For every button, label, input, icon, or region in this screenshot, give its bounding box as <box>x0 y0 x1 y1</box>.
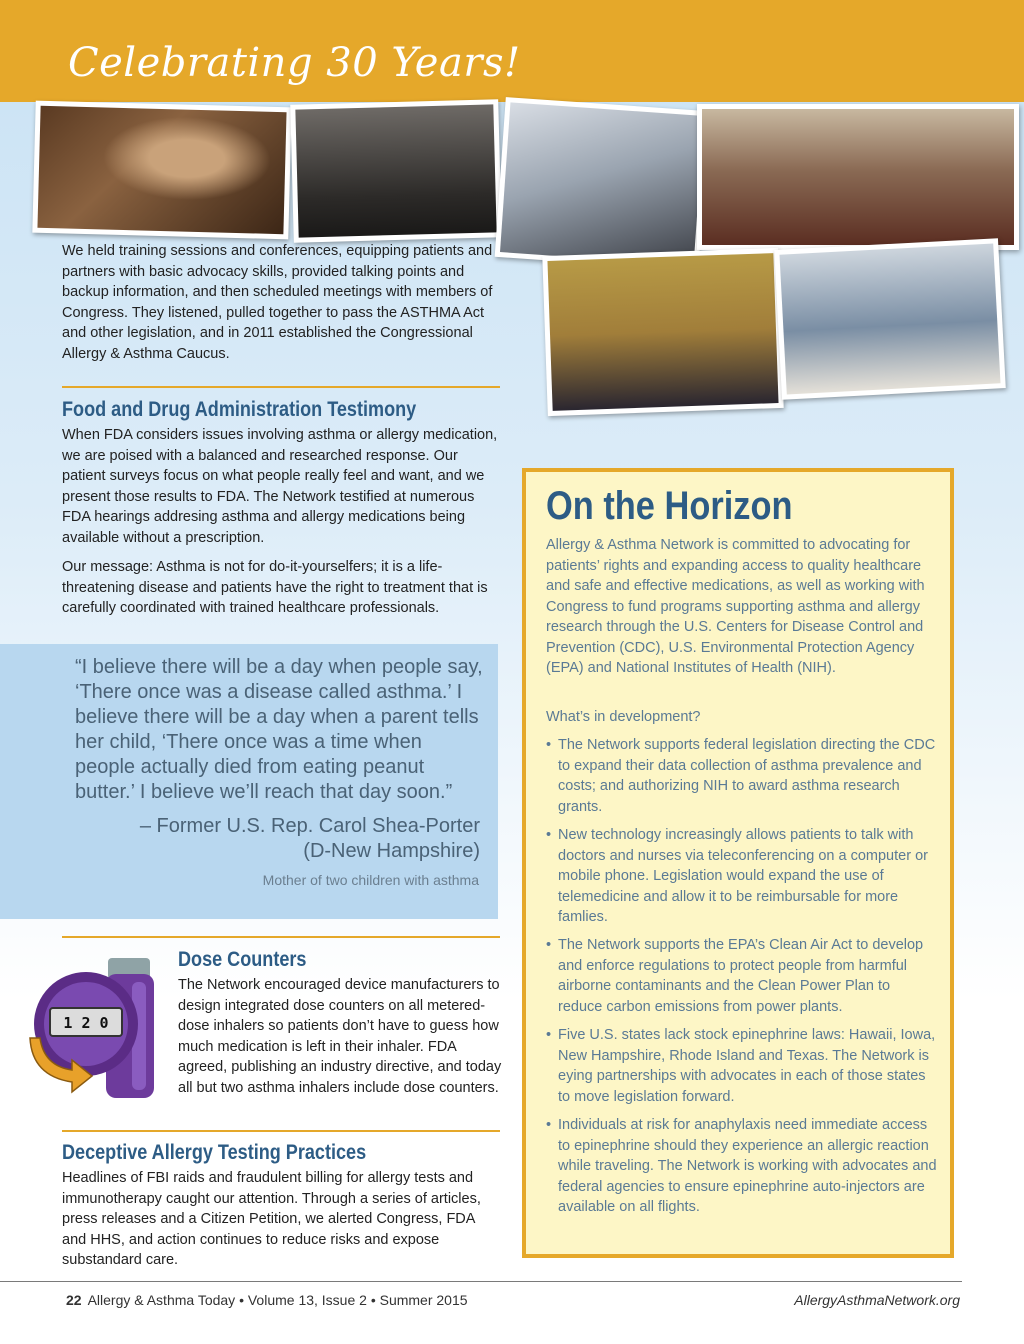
deceptive-paragraph: Headlines of FBI raids and fraudulent billing for allergy tests and immunotherapy caught our attention. Through a series of articles, press releases and a Citizen Petition, we alerted Congress, FDA and HHS, and action continues to reduce risks and expose substandard care. <box>62 1170 481 1268</box>
horizon-bullet-text: New technology increasingly allows patients to talk with doctors and nurses via teleconferencing on a computer or mobile phone. Legislation would expand the use of telemedicine and allow it to be reimbursable for more famlies. <box>558 827 928 925</box>
dose-paragraph: The Network encouraged device manufacturers to design integrated dose counters on all metered-dose inhalers so patients don’t have to guess how much medication is left in their inhaler. FDA agreed, publishing an industry directive, and today all but two asthma inhalers include dose counters. <box>178 977 502 1096</box>
fda-heading: Food and Drug Administration Testimony <box>62 398 417 421</box>
quote-subtitle: Mother of two children with asthma <box>262 872 479 888</box>
photo-speaker-poster <box>495 97 710 271</box>
photo-congress-meeting <box>774 238 1006 400</box>
photo-news-conference <box>32 101 291 240</box>
fda-paragraph-1: When FDA considers issues involving asthma or allergy medication, we are poised with a balanced and researched response. Our patient surveys focus on what people really feel and want, and we present those results to FDA. The Network testified at numerous FDA hearings addresing asthma and allergy medications being available without a prescription. <box>62 427 498 546</box>
section-divider <box>62 1130 500 1132</box>
quote-attribution-party: (D-New Hampshire) <box>303 840 480 862</box>
page-number: 22 <box>66 1292 82 1308</box>
horizon-bullet-text: Individuals at risk for anaphylaxis need immediate access to epinephrine should they experience an allergic reaction while traveling. The Network is working with advocates and federal agencies to ensure epinephrine auto-injectors are available on all flights. <box>558 1117 937 1215</box>
banner-title: Celebrating 30 Years! <box>68 40 521 86</box>
inhaler-dose-counter-icon <box>28 952 178 1102</box>
horizon-question: What’s in development? <box>546 709 701 725</box>
publication-info: Allergy & Asthma Today • Volume 13, Issue 2 • Summer 2015 <box>87 1292 468 1308</box>
counter-digits: 1 2 0 <box>63 1014 109 1032</box>
horizon-bullet-text: The Network supports federal legislation directing the CDC to expand their data collection of asthma prevalence and costs; and authorizing NIH to award asthma research grants. <box>558 737 936 815</box>
intro-paragraph: We held training sessions and conferences, equipping patients and partners with basic advocacy skills, provided talking points and backup information, and then scheduled meetings with members of Congress. They listened, pulled together to pass the ASTHMA Act and other legislation, and in 2011 established the Congressional Allergy & Asthma Caucus. <box>62 243 493 362</box>
footer-divider <box>0 1281 962 1282</box>
footer-website[interactable]: AllergyAsthmaNetwork.org <box>794 1292 960 1308</box>
section-divider <box>62 386 500 388</box>
horizon-bullet-text: The Network supports the EPA’s Clean Air Act to develop and enforce regulations to protect people from harmful airborne contaminants and the Clean Power Plan to reduce carbon emissions from power plants. <box>558 937 924 1015</box>
horizon-bullet-text: Five U.S. states lack stock epinephrine laws: Hawaii, Iowa, New Hampshire, Rhode Island and Texas. The Network is eying partnerships with advocates in each of those states to move legislation forward. <box>558 1027 936 1105</box>
footer-publication <box>66 1292 468 1308</box>
horizon-bullet: • The Network supports federal legislation directing the CDC to expand their data collection of asthma prevalence and costs; and authorizing NIH to award asthma research grants. <box>546 737 936 815</box>
quote-attribution-name: – Former U.S. Rep. Carol Shea-Porter <box>139 815 480 837</box>
deceptive-heading: Deceptive Allergy Testing Practices <box>62 1141 367 1164</box>
horizon-bullet: • New technology increasingly allows patients to talk with doctors and nurses via teleconferencing on a computer or mobile phone. Legislation would expand the use of telemedicine and allow it to be reimbursable for more famlies. <box>546 827 928 925</box>
horizon-title: On the Horizon <box>546 484 793 528</box>
horizon-bullet: • The Network supports the EPA’s Clean Air Act to develop and enforce regulations to protect people from harmful airborne contaminants and the Clean Power Plan to reduce carbon emissions from power plants. <box>546 937 924 1015</box>
quote-attribution <box>140 814 480 864</box>
quote-text: “I believe there will be a day when people say, ‘There once was a disease called asthma.’ I believe there will be a day when a parent tells her child, ‘There once was a time when people actually died from eating peanut butter.’ I believe we’ll reach that day soon.” <box>75 656 483 803</box>
photo-group-meeting <box>542 248 783 416</box>
horizon-bullet: • Individuals at risk for anaphylaxis need immediate access to epinephrine should they experience an allergic reaction while traveling. The Network is working with advocates and federal agencies to ensure epinephrine auto-injectors are available on all flights. <box>546 1117 937 1215</box>
horizon-bullet: • Five U.S. states lack stock epinephrine laws: Hawaii, Iowa, New Hampshire, Rhode Island and Texas. The Network is eying partnerships with advocates in each of those states to move legislation forward. <box>546 1027 936 1105</box>
photo-press-interview <box>290 99 502 242</box>
dose-heading: Dose Counters <box>178 948 307 971</box>
header-banner <box>0 0 1024 102</box>
photo-hearing-room <box>697 104 1019 250</box>
horizon-intro: Allergy & Asthma Network is committed to advocating for patients’ rights and expanding access to quality healthcare and safe and effective medications, as well as working with Congress to fund programs supporting asthma and allergy research through the U.S. Centers for Disease Control and Prevention (CDC), U.S. Environmental Protection Agency (EPA) and National Institutes of Health (NIH). <box>546 537 925 676</box>
fda-paragraph-2: Our message: Asthma is not for do-it-yourselfers; it is a life-threatening disease and patients have the right to treatment that is carefully coordinated with trained healthcare professionals. <box>62 559 488 616</box>
section-divider <box>62 936 500 938</box>
